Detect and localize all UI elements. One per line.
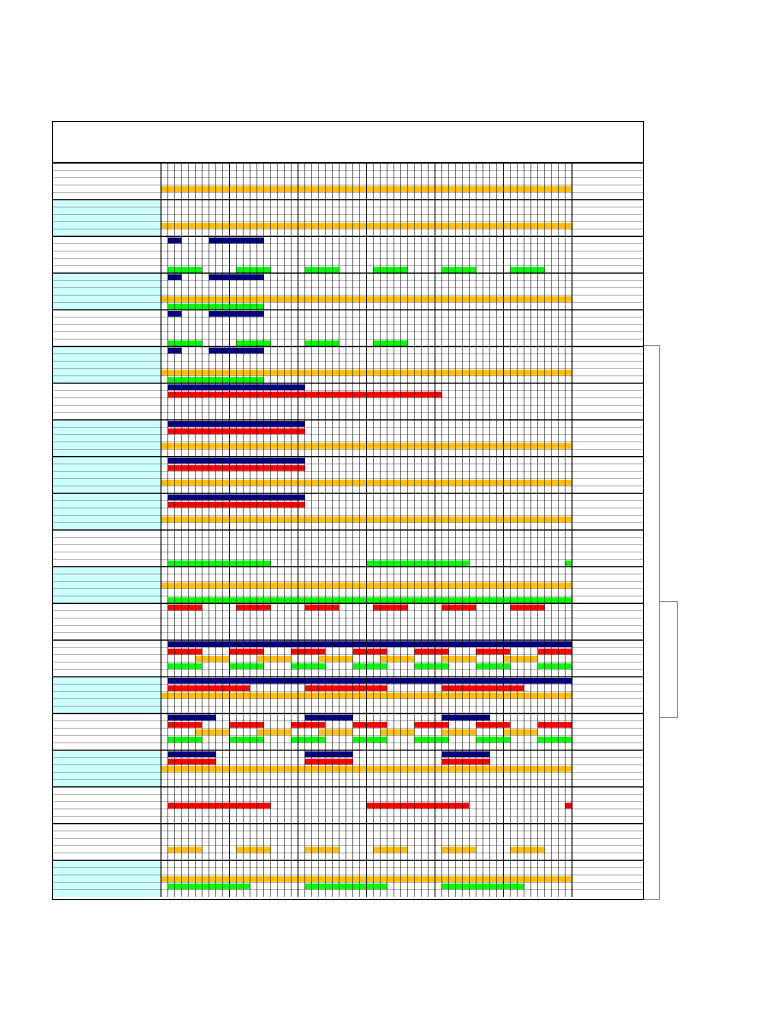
schedule-bar-yellow bbox=[373, 847, 407, 853]
schedule-bar-green bbox=[305, 340, 339, 346]
schedule-bar-red bbox=[538, 649, 572, 655]
schedule-bar-yellow bbox=[236, 847, 270, 853]
schedule-bar-yellow bbox=[195, 729, 229, 735]
schedule-bar-red bbox=[367, 803, 470, 809]
schedule-bar-yellow bbox=[257, 729, 291, 735]
schedule-bar-navy bbox=[168, 641, 572, 647]
schedule-bar-green bbox=[367, 561, 470, 567]
group-label-highlight bbox=[53, 494, 161, 530]
schedule-bar-green bbox=[305, 267, 339, 273]
schedule-bar-red bbox=[291, 649, 325, 655]
schedule-bar-green bbox=[373, 340, 407, 346]
schedule-bar-yellow bbox=[442, 656, 476, 662]
schedule-bar-red bbox=[414, 649, 448, 655]
schedule-bar-yellow bbox=[442, 729, 476, 735]
schedule-bar-green bbox=[414, 737, 448, 743]
schedule-bar-green bbox=[236, 267, 270, 273]
group-label-highlight bbox=[53, 751, 161, 787]
schedule-bar-red bbox=[230, 649, 264, 655]
schedule-bar-navy bbox=[442, 751, 490, 757]
schedule-bar-yellow bbox=[195, 656, 229, 662]
schedule-bar-yellow bbox=[442, 847, 476, 853]
schedule-bar-green bbox=[353, 663, 387, 669]
schedule-bar-green bbox=[353, 737, 387, 743]
schedule-bar-green bbox=[291, 663, 325, 669]
schedule-bar-red bbox=[476, 722, 510, 728]
schedule-bar-yellow bbox=[305, 847, 339, 853]
schedule-bar-green bbox=[230, 737, 264, 743]
schedule-bar-red bbox=[414, 722, 448, 728]
schedule-bar-green bbox=[414, 663, 448, 669]
schedule-bar-green bbox=[373, 267, 407, 273]
schedule-bar-yellow bbox=[510, 847, 544, 853]
schedule-bar-green bbox=[168, 561, 271, 567]
schedule-bar-green bbox=[168, 340, 202, 346]
schedule-bar-green bbox=[168, 597, 572, 603]
schedule-bar-navy bbox=[168, 751, 216, 757]
schedule-bar-yellow bbox=[319, 656, 353, 662]
schedule-bar-red bbox=[373, 605, 407, 611]
schedule-bar-navy bbox=[168, 678, 572, 684]
schedule-bar-green bbox=[476, 663, 510, 669]
schedule-bar-red bbox=[565, 803, 572, 809]
schedule-bar-green bbox=[538, 737, 572, 743]
group-label-highlight bbox=[53, 348, 161, 384]
group-label-highlight bbox=[53, 678, 161, 714]
schedule-bar-green bbox=[236, 340, 270, 346]
schedule-bar-green bbox=[538, 663, 572, 669]
schedule-bar-green bbox=[168, 267, 202, 273]
schedule-bar-navy bbox=[168, 715, 216, 721]
schedule-bar-green bbox=[168, 663, 202, 669]
schedule-bar-red bbox=[291, 722, 325, 728]
schedule-bar-red bbox=[305, 759, 353, 765]
schedule-bar-green bbox=[510, 267, 544, 273]
schedule-bar-red bbox=[236, 605, 270, 611]
schedule-bar-red bbox=[442, 759, 490, 765]
schedule-bar-red bbox=[168, 759, 216, 765]
schedule-bar-yellow bbox=[380, 729, 414, 735]
schedule-sheet bbox=[52, 121, 644, 900]
schedule-bar-yellow bbox=[168, 847, 202, 853]
schedule-bar-yellow bbox=[257, 656, 291, 662]
schedule-bar-green bbox=[168, 737, 202, 743]
schedule-bar-green bbox=[442, 267, 476, 273]
schedule-bar-red bbox=[168, 803, 271, 809]
schedule-bar-red bbox=[230, 722, 264, 728]
schedule-bar-red bbox=[510, 605, 544, 611]
schedule-bar-red bbox=[442, 605, 476, 611]
schedule-bar-green bbox=[476, 737, 510, 743]
schedule-bar-navy bbox=[305, 715, 353, 721]
schedule-bar-navy bbox=[305, 751, 353, 757]
group-label-highlight bbox=[53, 201, 161, 237]
group-label-highlight bbox=[53, 458, 161, 494]
schedule-bar-red bbox=[353, 649, 387, 655]
schedule-grid bbox=[53, 122, 644, 900]
schedule-bar-yellow bbox=[319, 729, 353, 735]
side-column-extension bbox=[644, 345, 660, 900]
schedule-bar-red bbox=[168, 649, 202, 655]
schedule-bar-green bbox=[565, 561, 572, 567]
group-label-highlight bbox=[53, 861, 161, 897]
side-column-extension-lower bbox=[660, 601, 678, 718]
schedule-bar-red bbox=[168, 605, 202, 611]
schedule-bar-red bbox=[353, 722, 387, 728]
schedule-bar-green bbox=[230, 663, 264, 669]
schedule-bar-red bbox=[168, 722, 202, 728]
schedule-bar-green bbox=[291, 737, 325, 743]
group-label-highlight bbox=[53, 274, 161, 310]
schedule-bar-red bbox=[538, 722, 572, 728]
group-label-highlight bbox=[53, 421, 161, 457]
schedule-bar-red bbox=[476, 649, 510, 655]
schedule-bar-yellow bbox=[504, 729, 538, 735]
schedule-bar-red bbox=[305, 605, 339, 611]
group-label-highlight bbox=[53, 568, 161, 604]
schedule-bar-navy bbox=[442, 715, 490, 721]
schedule-bar-yellow bbox=[380, 656, 414, 662]
schedule-bar-yellow bbox=[504, 656, 538, 662]
